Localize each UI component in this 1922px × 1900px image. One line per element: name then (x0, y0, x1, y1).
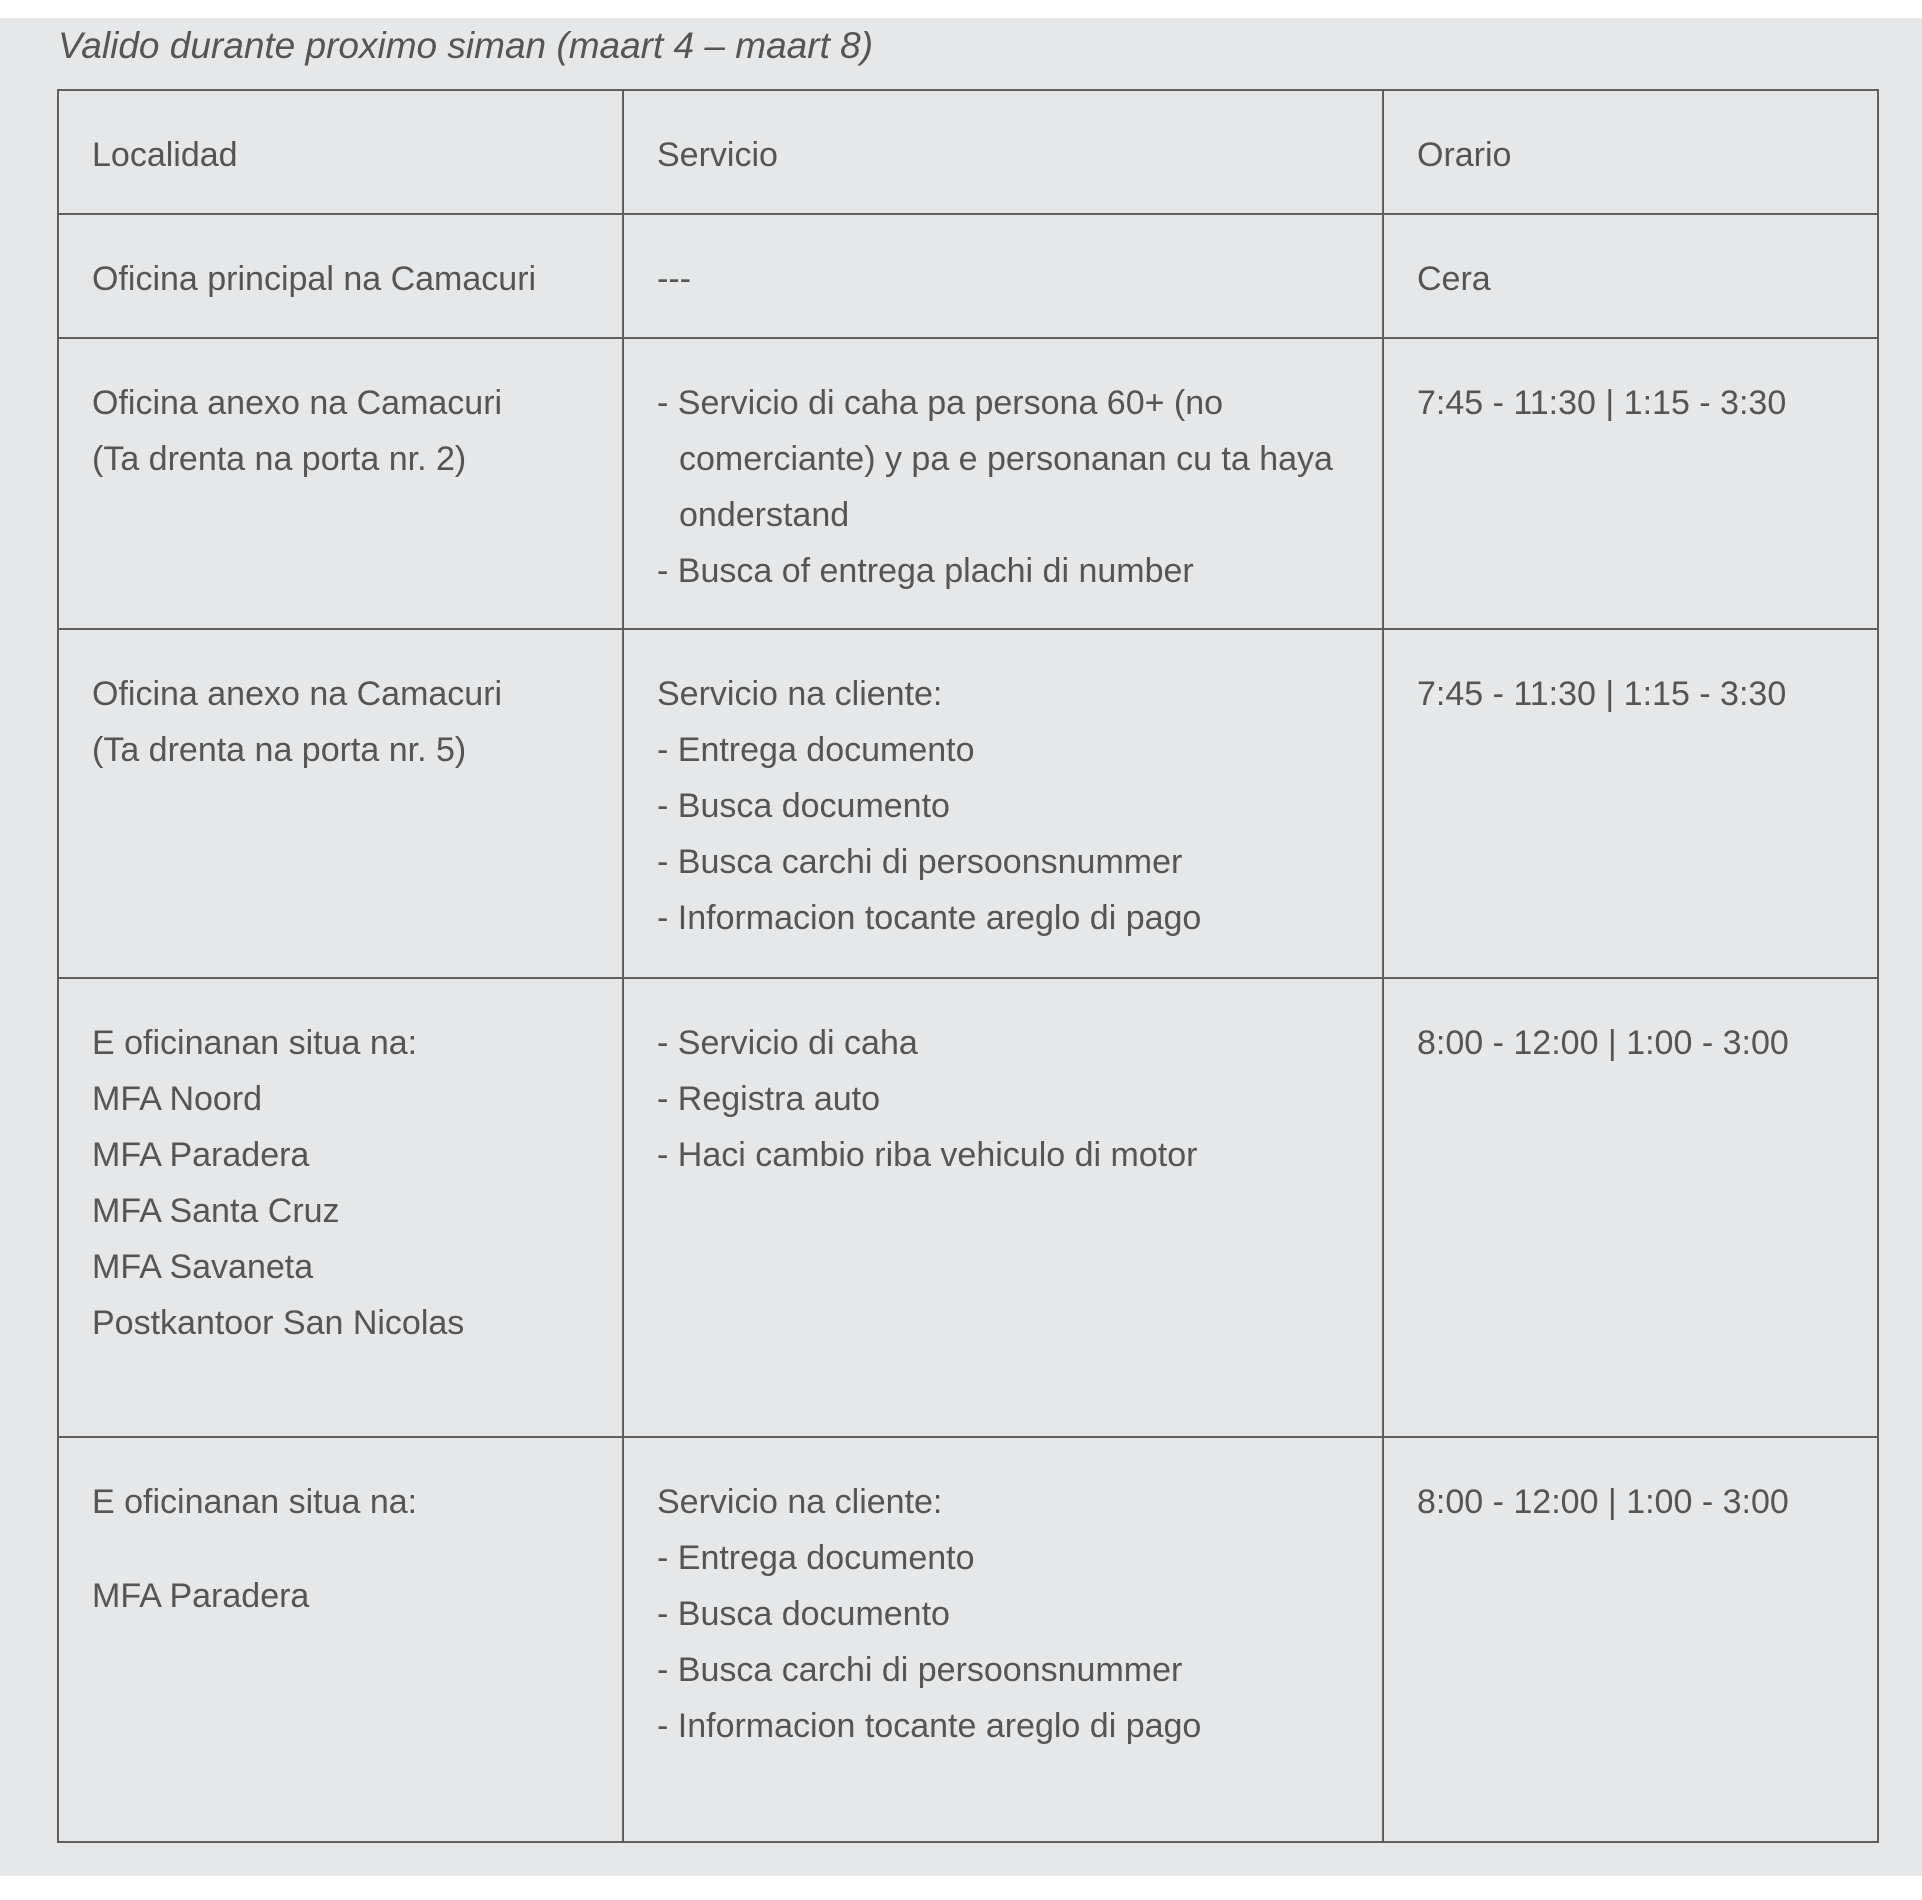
header-orario-label: Orario (1417, 136, 1512, 174)
service-line: - Informacion tocante areglo di pago (657, 1707, 1202, 1745)
service-line: - Entrega documento (657, 731, 975, 769)
locality-line: Oficina principal na Camacuri (92, 260, 537, 298)
table-row (58, 629, 1878, 978)
locality-line: MFA Paradera (92, 1136, 310, 1174)
service-line: - Entrega documento (657, 1539, 975, 1577)
table-row (58, 338, 1878, 629)
schedule-value: 7:45 - 11:30 | 1:15 - 3:30 (1417, 675, 1787, 713)
schedule-value: Cera (1417, 260, 1491, 298)
service-line: - Busca of entrega plachi di number (657, 552, 1194, 590)
schedule-value: 8:00 - 12:00 | 1:00 - 3:00 (1417, 1483, 1789, 1521)
service-line: - Servicio di caha (657, 1024, 918, 1062)
service-line: - Busca carchi di persoonsnummer (657, 843, 1183, 881)
header-servicio-label: Servicio (657, 136, 778, 174)
locality-line: MFA Paradera (92, 1577, 310, 1615)
locality-spacer (92, 1530, 592, 1568)
service-line: - Registra auto (657, 1080, 880, 1118)
locality-line: (Ta drenta na porta nr. 2) (92, 440, 467, 478)
schedule-cell (1383, 338, 1878, 629)
service-line: - Busca carchi di persoonsnummer (657, 1651, 1183, 1689)
service-cell (623, 978, 1383, 1437)
service-line: --- (657, 260, 691, 298)
locality-line: MFA Noord (92, 1080, 263, 1118)
locality-cell (58, 214, 623, 338)
locality-line: Postkantoor San Nicolas (92, 1304, 465, 1342)
header-servicio (623, 90, 1383, 214)
locality-cell (58, 338, 623, 629)
header-row (58, 90, 1878, 214)
header-localidad (58, 90, 623, 214)
table-row (58, 1437, 1878, 1842)
schedule-value: 8:00 - 12:00 | 1:00 - 3:00 (1417, 1024, 1789, 1062)
table-row (58, 978, 1878, 1437)
service-line: - Servicio di caha pa persona 60+ (no comerciante) y pa e personanan cu ta haya onderstand (657, 384, 1333, 534)
locality-line: MFA Savaneta (92, 1248, 314, 1286)
service-line: Servicio na cliente: (657, 1483, 943, 1521)
service-line: - Busca documento (657, 1595, 950, 1633)
locality-line: MFA Santa Cruz (92, 1192, 340, 1230)
service-cell (623, 214, 1383, 338)
header-orario (1383, 90, 1878, 214)
service-cell (623, 629, 1383, 978)
schedule-cell (1383, 978, 1878, 1437)
locality-cell (58, 1437, 623, 1842)
service-line: Servicio na cliente: (657, 675, 943, 713)
office-schedule-table (57, 89, 1879, 1843)
locality-line: E oficinanan situa na: (92, 1483, 418, 1521)
service-line: - Informacion tocante areglo di pago (657, 899, 1202, 937)
locality-line: Oficina anexo na Camacuri (92, 384, 503, 422)
locality-line: E oficinanan situa na: (92, 1024, 418, 1062)
schedule-value: 7:45 - 11:30 | 1:15 - 3:30 (1417, 384, 1787, 422)
table-row (58, 214, 1878, 338)
validity-caption: Valido durante proximo siman (maart 4 – maart 8) (58, 25, 874, 66)
schedule-cell (1383, 214, 1878, 338)
service-line: - Busca documento (657, 787, 950, 825)
schedule-cell (1383, 629, 1878, 978)
header-localidad-label: Localidad (92, 136, 238, 174)
service-cell (623, 338, 1383, 629)
schedule-cell (1383, 1437, 1878, 1842)
locality-cell (58, 978, 623, 1437)
locality-cell (58, 629, 623, 978)
locality-line: Oficina anexo na Camacuri (92, 675, 503, 713)
locality-line: (Ta drenta na porta nr. 5) (92, 731, 467, 769)
service-line: - Haci cambio riba vehiculo di motor (657, 1136, 1198, 1174)
service-cell (623, 1437, 1383, 1842)
